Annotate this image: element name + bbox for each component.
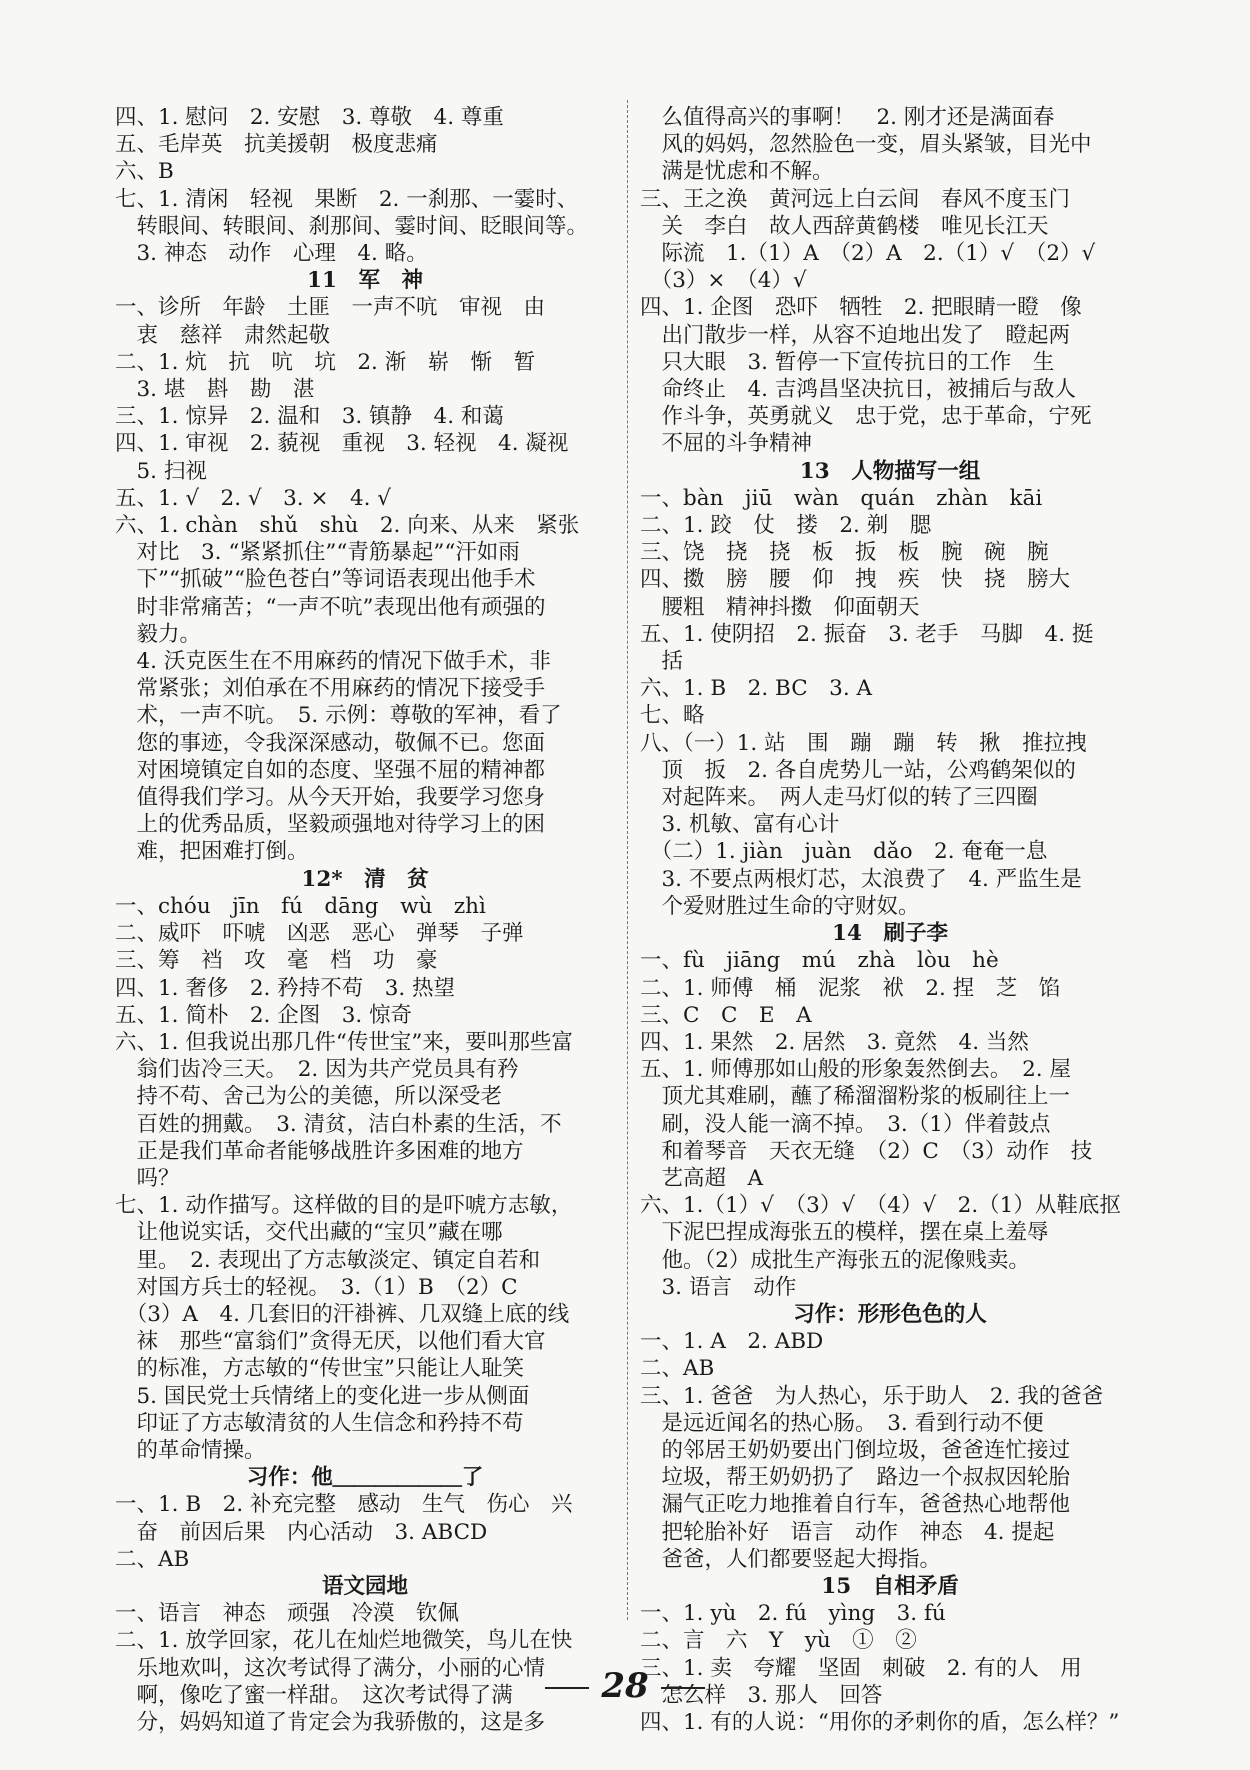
page-number	[0, 1666, 1250, 1706]
answer-line: 持不苟、舍己为公的美德，所以深受老	[115, 1084, 503, 1110]
answer-line: 四、1. 审视 2. 藐视 重视 3. 轻视 4. 凝视	[115, 431, 569, 457]
answer-line: 四、1. 果然 2. 居然 3. 竟然 4. 当然	[640, 1029, 1029, 1055]
left-column	[115, 104, 615, 1736]
answer-line: 一、chóu jīn fú dāng wù zhì	[115, 893, 486, 919]
section-title: 14 刷子李	[832, 921, 948, 947]
answer-line: 正是我们革命者能够战胜许多困难的地方	[115, 1138, 524, 1164]
answer-line: 印证了方志敏清贫的人生信念和矜持不苟	[115, 1410, 524, 1436]
answer-line: 际流 1.（1）A （2）A 2.（1）√ （2）√	[640, 241, 1096, 267]
right-column	[640, 104, 1140, 1736]
answer-line: 垃圾，帮王奶奶扔了 路边一个叔叔因轮胎	[640, 1465, 1071, 1491]
answer-line: 二、1. 师傅 桶 泥浆 袱 2. 捏 芝 馅	[640, 975, 1061, 1001]
answer-line: 百姓的拥戴。 3. 清贫，洁白朴素的生活，不	[115, 1111, 562, 1137]
page-number-text: 28	[601, 1666, 649, 1706]
answer-line: 3. 语言 动作	[640, 1274, 797, 1300]
answer-line: 难，把困难打倒。	[115, 839, 309, 865]
answer-line: 3. 机敏、富有心计	[640, 812, 840, 838]
answer-line: 5. 国民党士兵情绪上的变化进一步从侧面	[115, 1383, 530, 1409]
answer-line: 二、1. 放学回家，花儿在灿烂地微笑，鸟儿在快	[115, 1628, 573, 1654]
answer-line: 的标准，方志敏的“传世宝”只能让人耻笑	[115, 1356, 524, 1382]
answer-line: 三、饶 挠 挠 板 扳 板 腕 碗 腕	[640, 540, 1049, 566]
section-title: 12* 清 贫	[301, 866, 429, 892]
answer-line: 二、威吓 吓唬 凶恶 恶心 弹琴 子弹	[115, 921, 524, 947]
answer-line: 二、1. 跤 仗 搂 2. 剃 腮	[640, 513, 932, 539]
answer-line: 把轮胎补好 语言 动作 神态 4. 提起	[640, 1519, 1055, 1545]
answer-line: 下”“抓破”“脸色苍白”等词语表现出他手术	[115, 567, 536, 593]
answer-line: 里。 2. 表现出了方志敏淡定、镇定自若和	[115, 1247, 541, 1273]
answer-line: 漏气正吃力地推着自行车，爸爸热心地帮他	[640, 1492, 1071, 1518]
answer-line: 5. 扫视	[115, 458, 207, 484]
answer-line: 二、言 六 Y yù ① ②	[640, 1628, 917, 1654]
answer-line: 二、AB	[115, 1546, 190, 1572]
answer-line: 4. 沃克医生在不用麻药的情况下做手术，非	[115, 649, 551, 675]
answer-line: 五、毛岸英 抗美援朝 极度悲痛	[115, 132, 438, 158]
answer-line: 常紧张；刘伯承在不用麻药的情况下接受手	[115, 676, 546, 702]
answer-line: 四、1. 有的人说：“用你的矛刺你的盾，怎么样？”	[640, 1709, 1120, 1735]
answer-line: 3. 不要点两根灯芯，太浪费了 4. 严监生是	[640, 866, 1082, 892]
answer-line: 四、1. 奢侈 2. 矜持不苟 3. 热望	[115, 975, 456, 1001]
answer-line: 一、语言 神态 顽强 冷漠 钦佩	[115, 1601, 460, 1627]
answer-line: 值得我们学习。从今天开始，我要学习您身	[115, 785, 546, 811]
answer-line: 刷，没人能一滴不掉。 3.（1）伴着鼓点	[640, 1111, 1051, 1137]
answer-line: 一、诊所 年龄 土匪 一声不吭 审视 由	[115, 295, 546, 321]
answer-line: 六、1. chàn shǔ shù 2. 向来、从来 紧张	[115, 513, 580, 539]
answer-line: 顶 扳 2. 各自虎势儿一站，公鸡鹤架似的	[640, 757, 1076, 783]
answer-line: 六、1. 但我说出那几件“传世宝”来，要叫那些富	[115, 1029, 573, 1055]
answer-line: 乐地欢叫，这次考试得了满分，小丽的心情	[115, 1655, 546, 1681]
answer-line: 毅力。	[115, 621, 202, 647]
answer-line: 三、1. 卖 夸耀 坚固 刺破 2. 有的人 用	[640, 1655, 1082, 1681]
answer-line: 一、1. yù 2. fú yìng 3. fú	[640, 1601, 946, 1627]
answer-line: 顶尤其难刷，蘸了稀溜溜粉浆的板刷往上一	[640, 1084, 1071, 1110]
answer-line: 时非常痛苦；“一声不吭”表现出他有顽强的	[115, 594, 546, 620]
answer-line: 二、1. 炕 抗 吭 坑 2. 渐 崭 惭 暂	[115, 349, 536, 375]
section-title: 习作：他＿＿＿＿＿＿了	[246, 1465, 484, 1491]
answer-line: 爸爸，人们都要竖起大拇指。	[640, 1546, 942, 1572]
answer-line: 艺高超 A	[640, 1165, 764, 1191]
page-number-dash-left	[545, 1687, 589, 1689]
answer-line: 一、fù jiāng mú zhà lòu hè	[640, 948, 999, 974]
answer-line: 对国方兵士的轻视。 3.（1）B （2）C	[115, 1274, 518, 1300]
answer-line: 上的优秀品质，坚毅顽强地对待学习上的困	[115, 812, 546, 838]
answer-line: 括	[640, 649, 684, 675]
section-title: 语文园地	[321, 1573, 408, 1599]
answer-line: 四、擞 膀 腰 仰 拽 疾 快 挠 膀大	[640, 567, 1071, 593]
answer-line: 三、1. 惊异 2. 温和 3. 镇静 4. 和蔼	[115, 404, 504, 430]
answer-line: 衷 慈祥 肃然起敬	[115, 322, 331, 348]
answer-line: 五、1. 使阴招 2. 振奋 3. 老手 马脚 4. 挺	[640, 621, 1094, 647]
answer-line: 和着琴音 天衣无缝 （2）C （3）动作 技	[640, 1138, 1093, 1164]
answer-line: 您的事迹，令我深深感动，敬佩不已。您面	[115, 730, 546, 756]
answer-line: 四、1. 企图 恐吓 牺牲 2. 把眼睛一瞪 像	[640, 295, 1082, 321]
answer-line: 一、bàn jiū wàn quán zhàn kāi	[640, 485, 1043, 511]
answer-line: 四、1. 慰问 2. 安慰 3. 尊敬 4. 尊重	[115, 105, 504, 130]
answer-line: 3. 神态 动作 心理 4. 略。	[115, 241, 428, 267]
answer-line: 让他说实话，交代出藏的“宝贝”藏在哪	[115, 1220, 503, 1246]
answer-line: 的革命情操。	[115, 1437, 266, 1463]
answer-line: 的邻居王奶奶要出门倒垃圾，爸爸连忙接过	[640, 1437, 1071, 1463]
answer-line: 二、AB	[640, 1356, 715, 1382]
answer-line: 袜 那些“富翁们”贪得无厌，以他们看大官	[115, 1329, 546, 1355]
answer-line: 他。（2）成批生产海张五的泥像贱卖。	[640, 1247, 1030, 1273]
answer-line: 翁们齿冷三天。 2. 因为共产党员具有矜	[115, 1057, 519, 1083]
answer-line: 术，一声不吭。 5. 示例：尊敬的军神，看了	[115, 703, 562, 729]
answer-line: （二）1. jiàn juàn dǎo 2. 奄奄一息	[640, 839, 1048, 865]
answer-line: 出门散步一样，从容不迫地出发了 瞪起两	[640, 322, 1071, 348]
answer-line: 对比 3. “紧紧抓住”“青筋暴起”“汗如雨	[115, 540, 520, 566]
answer-line: （3）× （4）√	[640, 268, 807, 294]
answer-line: 奋 前因后果 内心活动 3. ABCD	[115, 1519, 488, 1545]
answer-line: 三、筹 裆 攻 毫 档 功 豪	[115, 948, 438, 974]
answer-line: 啊，像吃了蜜一样甜。 这次考试得了满	[115, 1682, 513, 1708]
answer-line: 五、1. 师傅那如山般的形象轰然倒去。 2. 屋	[640, 1057, 1071, 1083]
answer-line: 一、1. A 2. ABD	[640, 1329, 824, 1355]
answer-line: 五、1. 简朴 2. 企图 3. 惊奇	[115, 1002, 413, 1028]
section-title: 11 军 神	[307, 268, 423, 294]
answer-line: 七、略	[640, 703, 705, 729]
answer-line: 么值得高兴的事啊！ 2. 刚才还是满面春	[640, 105, 1055, 130]
answer-line: 转眼间、转眼间、刹那间、霎时间、眨眼间等。	[115, 213, 589, 239]
section-title: 习作：形形色色的人	[793, 1301, 987, 1327]
answer-line: 七、1. 清闲 轻视 果断 2. 一刹那、一霎时、	[115, 186, 579, 212]
answer-line: 不屈的斗争精神	[640, 431, 813, 457]
answer-line: 分，妈妈知道了肯定会为我骄傲的，这是多	[115, 1709, 546, 1735]
answer-line: 五、1. √ 2. √ 3. × 4. √	[115, 485, 392, 511]
answer-line: 三、C C E A	[640, 1002, 812, 1028]
answer-line: 只大眼 3. 暂停一下宣传抗日的工作 生	[640, 349, 1055, 375]
answer-line: 风的妈妈，忽然脸色一变，眉头紧皱，目光中	[640, 132, 1092, 158]
answer-line: （3）A 4. 几套旧的汗褂裤、几双缝上底的线	[115, 1301, 570, 1327]
answer-line: 作斗争，英勇就义 忠于党，忠于革命，宁死	[640, 404, 1092, 430]
answer-line: 满是忧虑和不解。	[640, 159, 834, 185]
answer-line: 腰粗 精神抖擞 仰面朝天	[640, 594, 920, 620]
answer-line: 对起阵来。 两人走马灯似的转了三四圈	[640, 785, 1038, 811]
answer-line: 八、（一）1. 站 围 蹦 蹦 转 揪 推拉拽	[640, 730, 1087, 756]
answer-line: 关 李白 故人西辞黄鹤楼 唯见长江天	[640, 213, 1049, 239]
answer-line: 下泥巴捏成海张五的模样，摆在桌上羞辱	[640, 1220, 1049, 1246]
section-title: 13 人物描写一组	[799, 458, 981, 484]
answer-line: 三、1. 爸爸 为人热心，乐于助人 2. 我的爸爸	[640, 1383, 1104, 1409]
section-title: 15 自相矛盾	[821, 1573, 959, 1599]
answer-line: 七、1. 动作描写。这样做的目的是吓唬方志敏，	[115, 1193, 573, 1219]
answer-line: 对困境镇定自如的态度、坚强不屈的精神都	[115, 757, 546, 783]
answer-line: 3. 堪 斟 勘 湛	[115, 377, 315, 403]
answer-line: 命终止 4. 吉鸿昌坚决抗日，被捕后与敌人	[640, 377, 1076, 403]
answer-line: 三、王之涣 黄河远上白云间 春风不度玉门	[640, 186, 1071, 212]
page-number-dash-right	[661, 1687, 705, 1689]
answer-line: 一、1. B 2. 补充完整 感动 生气 伤心 兴	[115, 1492, 573, 1518]
column-divider	[627, 100, 629, 1620]
answer-line: 六、1. B 2. BC 3. A	[640, 676, 873, 702]
answer-line: 是远近闻名的热心肠。 3. 看到行动不便	[640, 1410, 1044, 1436]
answer-line: 六、1.（1）√ （3）√ （4）√ 2.（1）从鞋底抠	[640, 1193, 1121, 1219]
answer-line: 个爱财胜过生命的守财奴。	[640, 893, 920, 919]
answer-line: 六、B	[115, 159, 174, 185]
answer-line: 怎么样 3. 那人 回答	[640, 1682, 883, 1708]
answer-line: 吗？	[115, 1165, 180, 1191]
